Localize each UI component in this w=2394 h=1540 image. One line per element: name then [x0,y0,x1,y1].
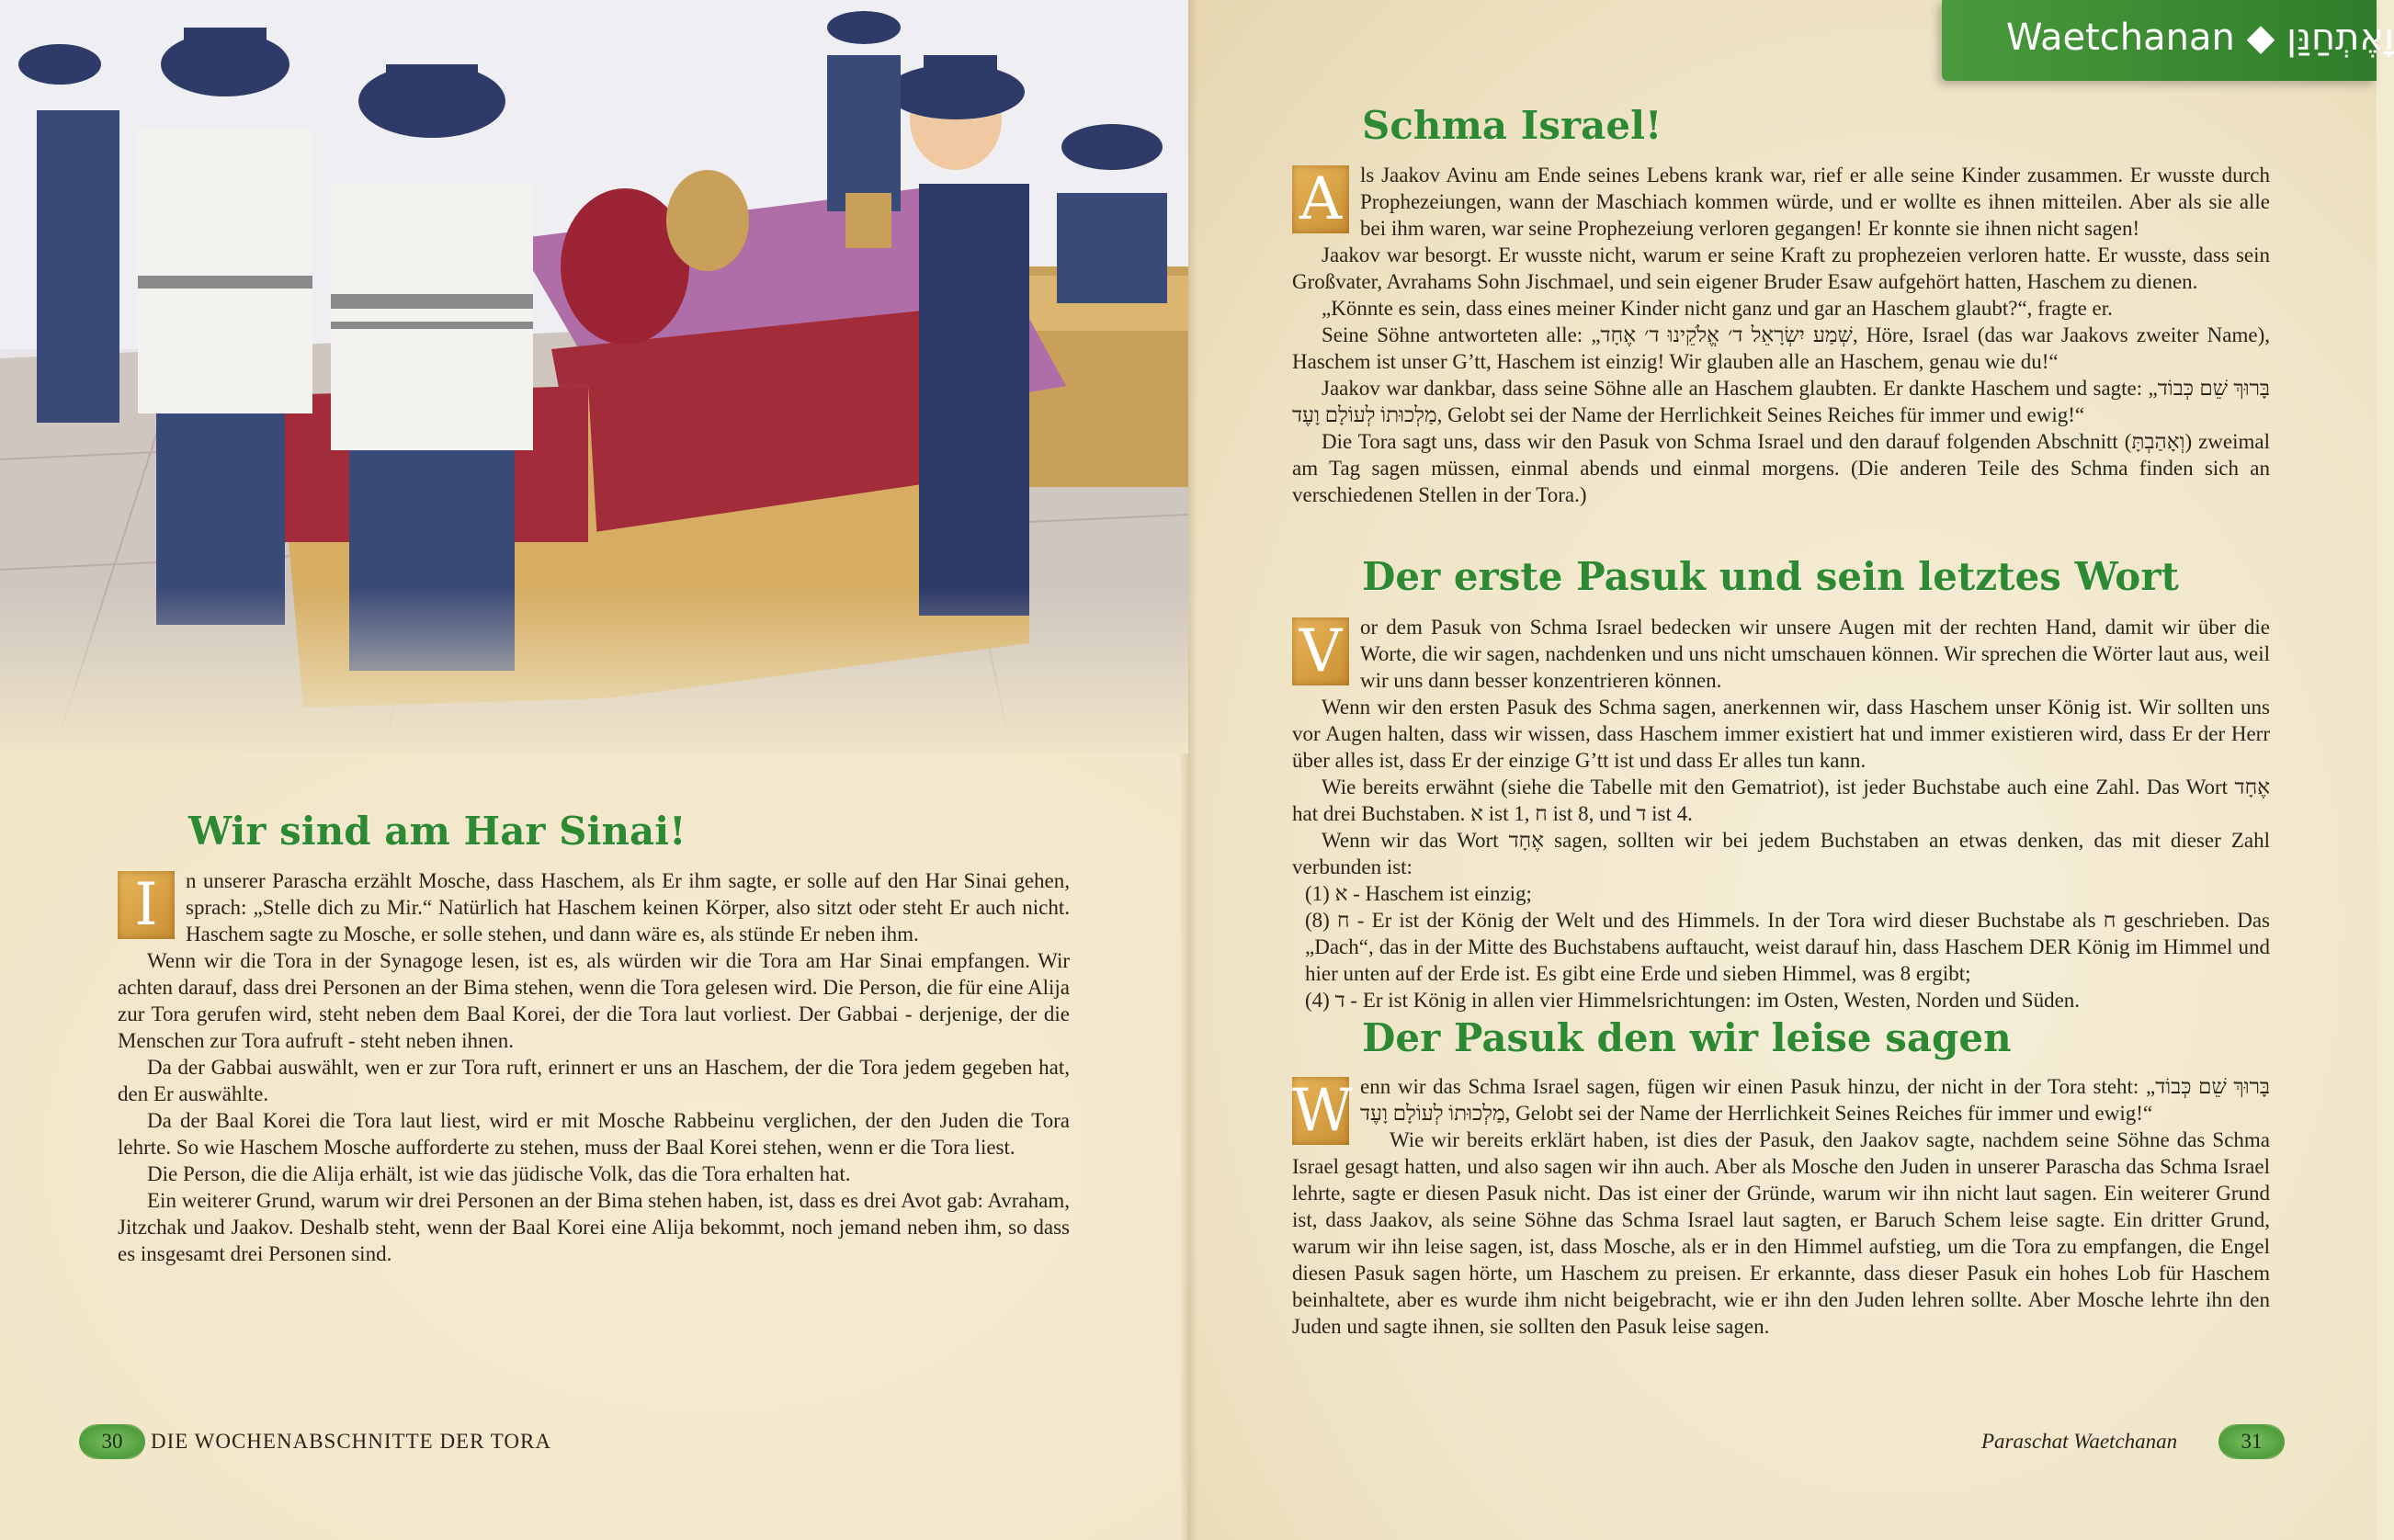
paragraph: or dem Pasuk von Schma Israel bedecken wir unsere Augen mit der rechten Hand, damit wir über die Worte, die wir sagen, nachdenken und uns nicht umschauen können. Wir sprechen die Wörter laut aus, weil wir uns dann besser konzentrieren können. [1360,616,2270,692]
dropcap-a: A [1292,165,1349,233]
section-body-erster-pasuk [1292,614,2270,1013]
left-paragraph: Da der Baal Korei die Tora laut liest, wird er mit Mosche Rabbeinu verglichen, der den Juden die Tora lehrte. So wie Haschem Mosche aufforderte zu stehen, muss der Baal Korei stehen, wenn er die Tora liest. [118,1109,1070,1159]
left-body-text [118,867,1070,1267]
letter-list-item: ד (4) - Er ist König in allen vier Himmelsrichtungen: im Osten, Westen, Norden und Süden. [1305,989,2081,1012]
paragraph: Die Tora sagt uns, dass wir den Pasuk von Schma Israel und den darauf folgenden Abschnitt (וְאָהַבְתָּ) zweimal am Tag sagen müssen, einmal abends und einmal morgens. (Die anderen Teile des Schma finden sich an verschiedenen Stellen in der Tora.) [1292,430,2270,506]
left-paragraph: n unserer Parascha erzählt Mosche, dass Haschem, als Er ihm sagte, er solle auf den Har Sinai gehen, sprach: „Stelle dich zu Mir.“ Natürlich hat Haschem keinen Körper, also sitzt oder steht Er auch nicht. Haschem sagte zu Mosche, er solle stehen, und dann wäre es, als stünde Er neben ihm. [186,869,1070,946]
paragraph: Wie wir bereits erklärt haben, ist dies der Pasuk, den Jaakov sagte, nachdem seine Söhne das Schma Israel gesagt hatten, und also sagen wir ihn auch. Aber als Mosche den Juden in unserer Parascha das Schma Israel lehrte, sagte er diesen Pasuk nicht. Das ist einer der Gründe, warum wir ihn nicht laut sagen. Ein weiterer Grund ist, dass Jaakov, als seine Söhne das Schma Israel laut sagten, er Baruch Schem leise sagte. Ein dritter Grund, warum wir ihn leise sagen, ist, dass Mosche, als er in den Himmel aufstieg, um die Tora zu empfangen, die Engel diesen Pasuk sagen hörte, um Haschem zu preisen. Er erkannte, dass dieser Pasuk ein hohes Lob für Haschem beinhaltete, aber es wurde ihm nicht beigebracht, wie er ihn den Juden lehren sollte. Aber Mosche lehrte ihn den Juden und sagte ihnen, sie sollten den Pasuk leise sagen. [1292,1128,2270,1338]
section-body-leiser-pasuk [1292,1073,2270,1340]
footer-title-left: DIE WOCHENABSCHNITTE DER TORA [151,1430,551,1453]
paragraph: ls Jaakov Avinu am Ende seines Lebens krank war, rief er alle seine Kinder zusammen. Er wusste durch Prophezeiungen, wann der Maschiach kommen würde, und er wollte es ihnen mitteilen. Aber als sie alle bei ihm waren, war seine Prophezeiung verloren gegangen! Er konnte sie ihnen nicht sagen! [1360,164,2270,240]
parasha-tab [1942,0,2394,81]
left-heading: Wir sind am Har Sinai! [188,809,686,854]
page-number-right: 31 [2218,1424,2285,1459]
parasha-tab-label: Waetchanan ◆ וָאֶתְחַנַּן [2006,17,2394,59]
paragraph: Jaakov war besorgt. Er wusste nicht, warum er seine Kraft zu prophezeien verloren hatte. Er wusste, dass sein Großvater, Avrahams Sohn Jischmael, und sein eigener Bruder Esaw aufgehört hatten, Haschem zu dienen. [1292,243,2270,293]
paragraph: Jaakov war dankbar, dass seine Söhne alle an Haschem glaubten. Er dankte Haschem und sagte: „בָּרוּךְ שֵׁם כְּבוֹד מַלְכוּתוֹ לְעוֹלָם וָעֶד, Gelobt sei der Name der Herrlichkeit Seines Reiches für immer und ewig!“ [1292,377,2270,426]
left-paragraph: Da der Gabbai auswählt, wen er zur Tora ruft, erinnert er uns an Haschem, der die Tora jedem gegeben hat, den Er auswählte. [118,1056,1070,1105]
paragraph: Wenn wir den ersten Pasuk des Schma sagen, anerkennen wir, dass Haschem unser König ist. Wir sollten uns vor Augen halten, dass wir wissen, dass Haschem immer existiert hat und immer existieren wird, dass Er der Herr über alles ist, dass Er der einzige G’tt ist und dass Er alles tun kann. [1292,696,2270,772]
paragraph: Seine Söhne antworteten alle: „שְׁמַע יִשְׂרָאֵל ד׳ אֱלֹקֵינוּ ד׳ אֶחָד, Höre, Israel (das war Jaakovs zweiter Name), Haschem ist unser G’tt, Haschem ist einzig! Wir glauben alle an Haschem, genau wie du!“ [1292,323,2270,373]
footer-title-right: Paraschat Waetchanan [1981,1430,2178,1453]
left-paragraph: Die Person, die die Alija erhält, ist wie das jüdische Volk, das die Tora erhalten hat. [147,1162,851,1185]
paragraph: enn wir das Schma Israel sagen, fügen wir einen Pasuk hinzu, der nicht in der Tora steht: „בָּרוּךְ שֵׁם כְּבוֹד מַלְכוּתוֹ לְעוֹלָם וָעֶד, Gelobt sei der Name der Herrlichkeit Seines Reiches für immer und ewig!“ [1360,1075,2270,1125]
section-heading-erster-pasuk: Der erste Pasuk und sein letztes Wort [1362,554,2179,599]
paragraph: Wie bereits erwähnt (siehe die Tabelle mit den Gematriot), ist jeder Buchstabe auch eine Zahl. Das Wort אֶחָד hat drei Buchstaben. א ist 1, ח ist 8, und ד ist 4. [1292,776,2270,825]
paragraph: „Könnte es sein, dass eines meiner Kinder nicht ganz und gar an Haschem glaubt?“, fragte er. [1322,297,2113,320]
left-paragraph: Wenn wir die Tora in der Synagoge lesen, ist es, als würden wir die Tora am Har Sinai empfangen. Wir achten darauf, dass drei Personen an der Bima stehen, wenn die Tora gelesen wird. Die Person, die für eine Alija zur Tora gerufen wird, steht neben dem Baal Korei, der die Tora laut vorliest. Der Gabbai - derjenige, der die Menschen zur Tora aufruft - steht neben ihnen. [118,949,1070,1052]
letter-list-item: ח (8) - Er ist der König der Welt und des Himmels. In der Tora wird dieser Buchstabe als ח geschrieben. Das „Dach“, das in der Mitte des Buchstabens auftaucht, weist darauf hin, dass Haschem DER König im Himmel und hier unten auf der Erde ist. Es gibt eine Erde und sieben Himmel, was 8 ergibt; [1305,909,2271,985]
section-heading-leiser-pasuk: Der Pasuk den wir leise sagen [1362,1015,2012,1060]
letter-list-item: א (1) - Haschem ist einzig; [1305,882,1532,905]
dropcap-w: W [1292,1077,1353,1145]
paragraph: Wenn wir das Wort אֶחָד sagen, sollten wir bei jedem Buchstaben an etwas denken, das mit dieser Zahl verbunden ist: [1292,829,2270,878]
section-body-schma-israel [1292,162,2270,508]
section-heading-schma-israel: Schma Israel! [1362,103,1662,148]
dropcap-i: I [118,871,175,939]
page-number-left: 30 [79,1424,145,1459]
left-paragraph: Ein weiterer Grund, warum wir drei Personen an der Bima stehen haben, ist, dass es drei Avot gab: Avraham, Jitzchak und Jaakov. Deshalb steht, wenn der Baal Korei eine Alija bekommt, noch jemand neben ihm, so dass es insgesamt drei Personen sind. [118,1189,1070,1265]
dropcap-v: V [1292,617,1349,685]
illustration-fade [0,588,1188,753]
